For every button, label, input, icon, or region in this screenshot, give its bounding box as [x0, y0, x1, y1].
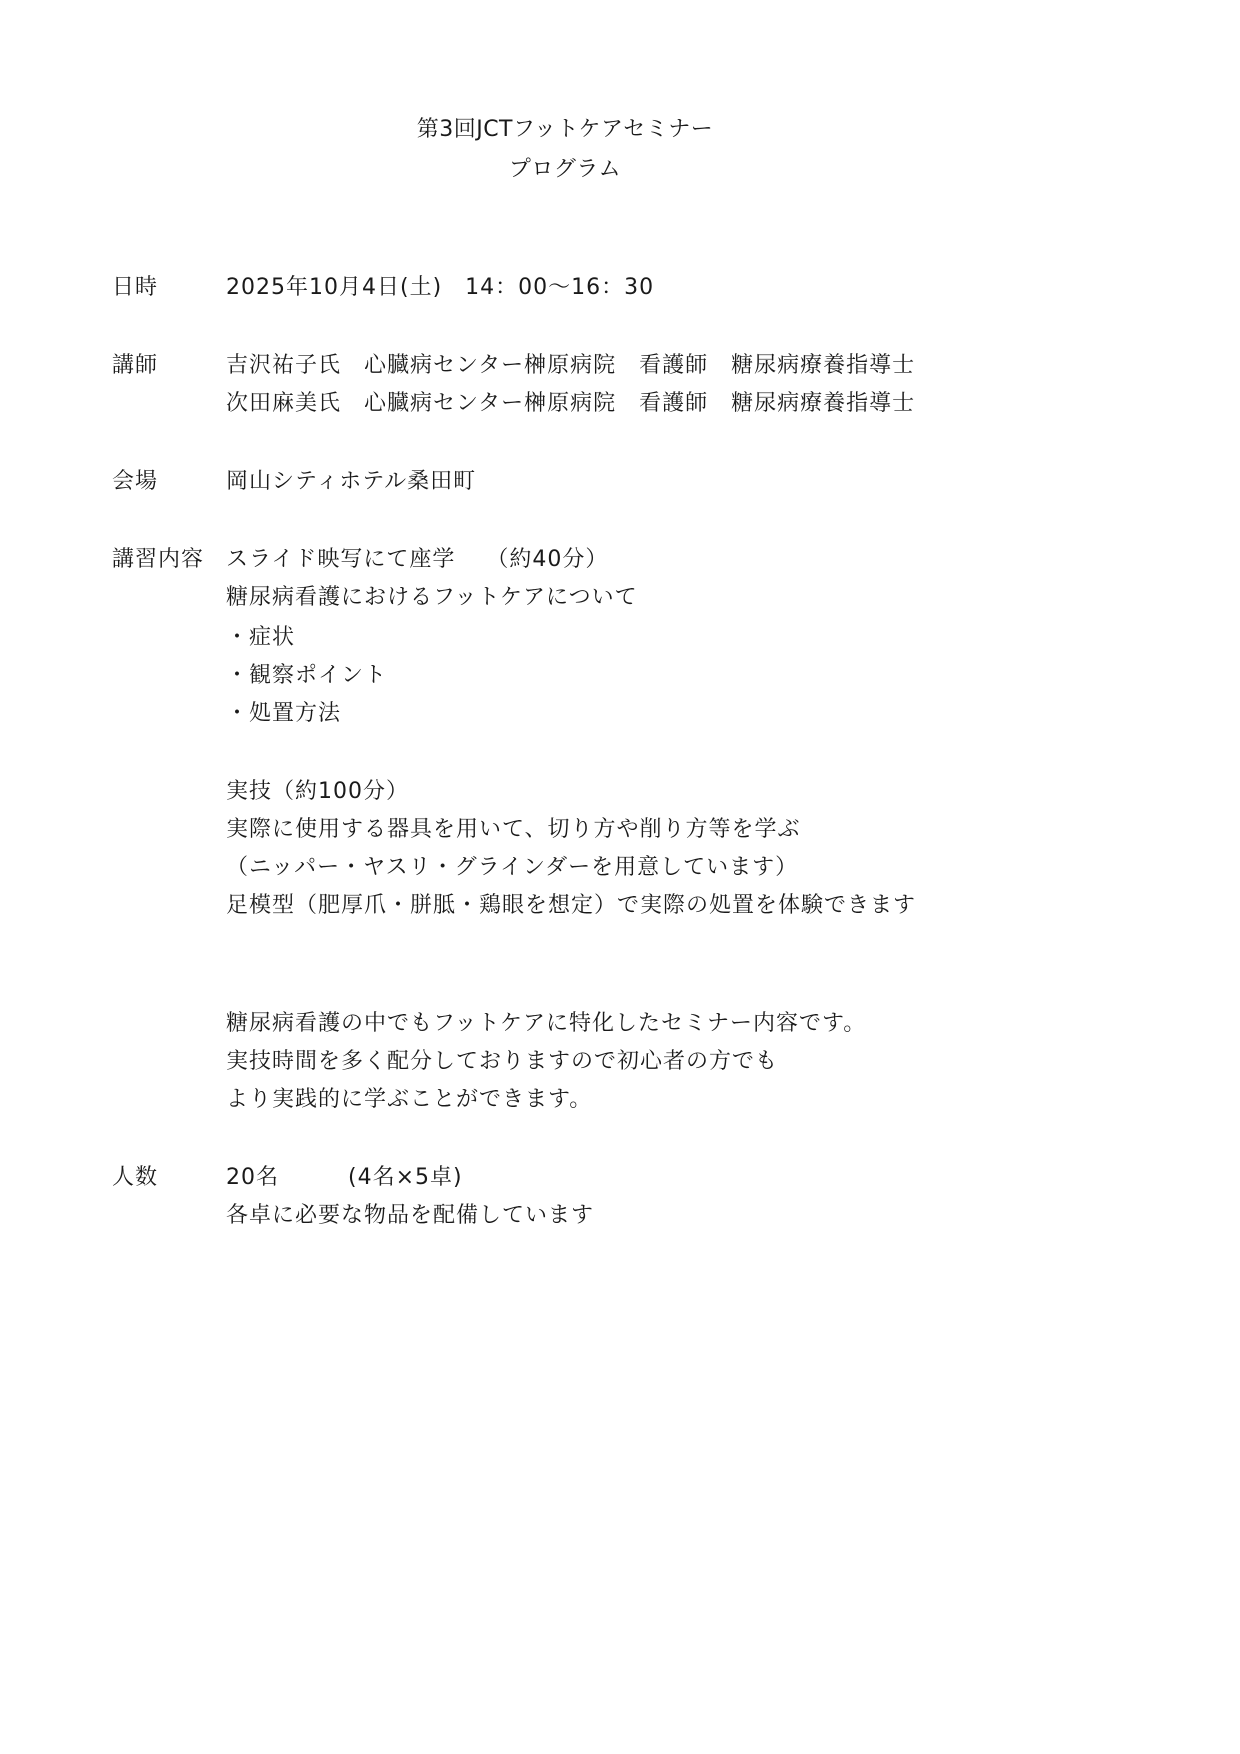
practice-line: 足模型（肥厚爪・胼胝・鶏眼を想定）で実際の処置を体験できます: [226, 893, 917, 918]
content-label: 講習内容: [112, 547, 205, 572]
instructor-line: 吉沢祐子氏 心臓病センター榊原病院 看護師 糖尿病療養指導士: [226, 353, 916, 378]
summary-line: 糖尿病看護の中でもフットケアに特化したセミナー内容です。: [226, 1011, 867, 1036]
practice-line: （ニッパー・ヤスリ・グラインダーを用意しています）: [226, 855, 799, 880]
summary-line: 実技時間を多く配分しておりますので初心者の方でも: [226, 1049, 779, 1074]
datetime-label: 日時: [112, 275, 159, 300]
practice-line: 実技（約100分）: [226, 779, 409, 804]
venue-label: 会場: [112, 469, 159, 494]
datetime-value: 2025年10月4日(土) 14：00〜16：30: [226, 275, 655, 300]
practice-line: 実際に使用する器具を用いて、切り方や削り方等を学ぶ: [226, 817, 801, 842]
document-subtitle: プログラム: [508, 157, 622, 182]
instructor-line: 次田麻美氏 心臓病センター榊原病院 看護師 糖尿病療養指導士: [226, 391, 916, 416]
capacity-label: 人数: [112, 1165, 159, 1190]
lecture-bullet: ・処置方法: [226, 701, 342, 726]
lecture-line: 糖尿病看護におけるフットケアについて: [226, 585, 638, 610]
capacity-line: 20名 (4名×5卓): [226, 1165, 463, 1190]
lecture-bullet: ・症状: [226, 625, 296, 650]
document-title: 第3回JCTフットケアセミナー: [416, 117, 714, 142]
lecture-bullet: ・観察ポイント: [226, 663, 388, 688]
summary-line: より実践的に学ぶことができます。: [226, 1087, 593, 1112]
instructors-label: 講師: [112, 353, 159, 378]
capacity-line: 各卓に必要な物品を配備しています: [226, 1203, 595, 1228]
venue-value: 岡山シティホテル桑田町: [226, 469, 477, 494]
lecture-line: スライド映写にて座学 （約40分）: [226, 547, 609, 572]
